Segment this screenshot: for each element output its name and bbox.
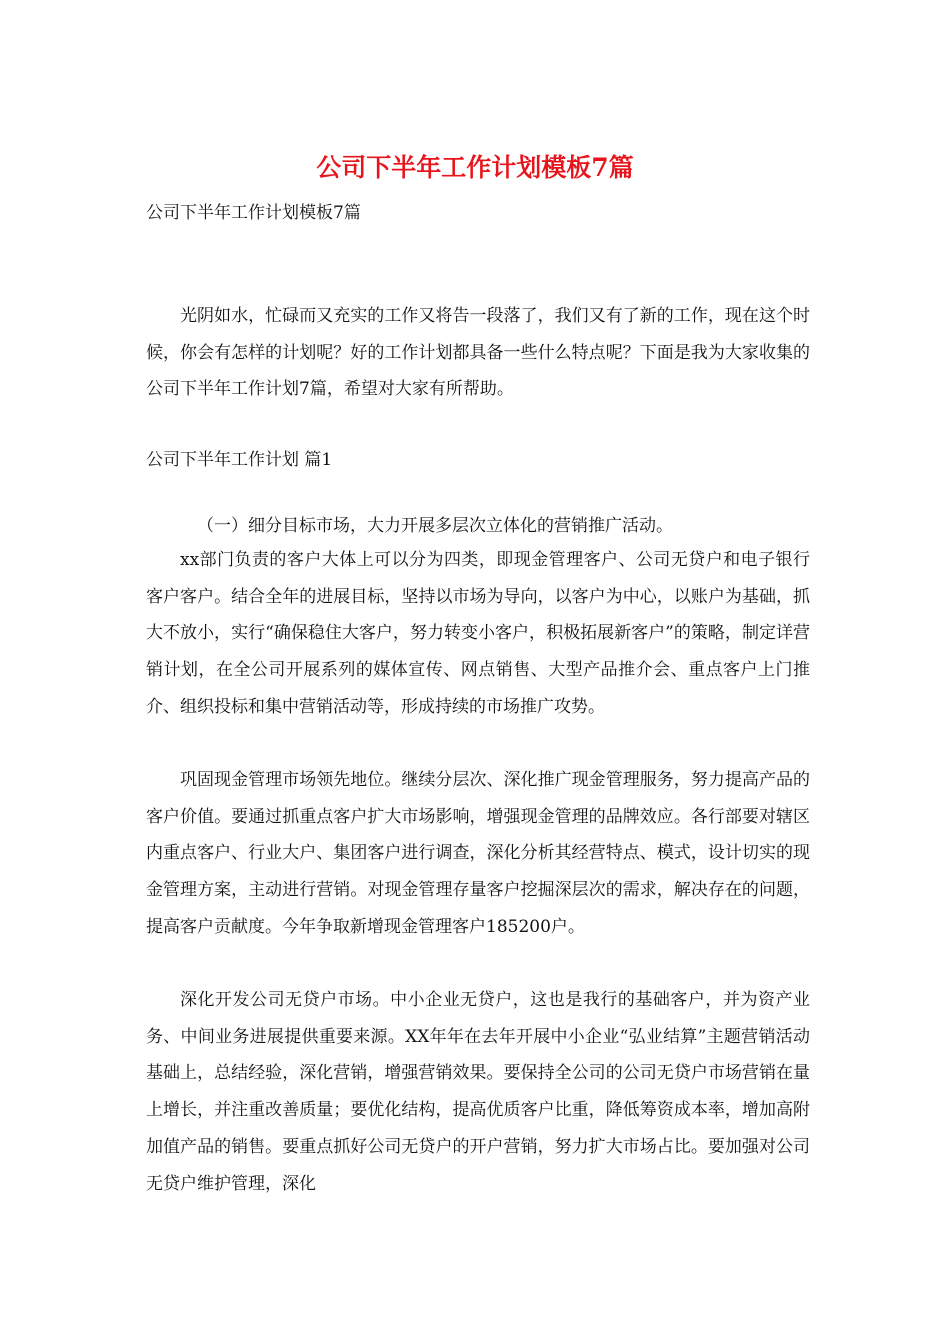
item-heading: （一）细分目标市场，大力开展多层次立体化的营销推广活动。	[197, 516, 673, 536]
section-heading: 公司下半年工作计划 篇1	[146, 450, 333, 470]
body-paragraph: 深化开发公司无贷户市场。中小企业无贷户，这也是我行的基础客户，并为资产业务、中间业务进展提供重要来源。XX年年在去年开展中小企业“弘业结算”主题营销活动基础上，总结经验，深化营销，增强营销效果。要保持全公司的公司无贷户市场营销在量上增长，并注重改善质量；要优化结构，提高优质客户比重，降低筹资成本率，增加高附加值产品的销售。要重点抓好公司无贷户的开户营销，努力扩大市场占比。要加强对公司无贷户维护管理，深化	[146, 990, 810, 1194]
body-paragraph: xx部门负责的客户大体上可以分为四类，即现金管理客户、公司无贷户和电子银行客户客户。结合全年的进展目标，坚持以市场为导向，以客户为中心，以账户为基础，抓大不放小，实行“确保稳住大客户，努力转变小客户，积极拓展新客户”的策略，制定详营销计划，在全公司开展系列的媒体宣传、网点销售、大型产品推介会、重点客户上门推介、组织投标和集中营销活动等，形成持续的市场推广攻势。	[146, 550, 810, 717]
body-paragraph: 巩固现金管理市场领先地位。继续分层次、深化推广现金管理服务，努力提高产品的客户价值。要通过抓重点客户扩大市场影响，增强现金管理的品牌效应。各行部要对辖区内重点客户、行业大户、集团客户进行调查，深化分析其经营特点、模式，设计切实的现金管理方案，主动进行营销。对现金管理存量客户挖掘深层次的需求，解决存在的问题，提高客户贡献度。今年争取新增现金管理客户185200户。	[146, 770, 810, 937]
intro-paragraph: 光阴如水，忙碌而又充实的工作又将告一段落了，我们又有了新的工作，现在这个时候，你会有怎样的计划呢？好的工作计划都具备一些什么特点呢？下面是我为大家收集的公司下半年工作计划7篇，希望对大家有所帮助。	[146, 306, 810, 400]
document-title: 公司下半年工作计划模板7篇	[316, 153, 634, 182]
document-subtitle: 公司下半年工作计划模板7篇	[146, 203, 361, 223]
